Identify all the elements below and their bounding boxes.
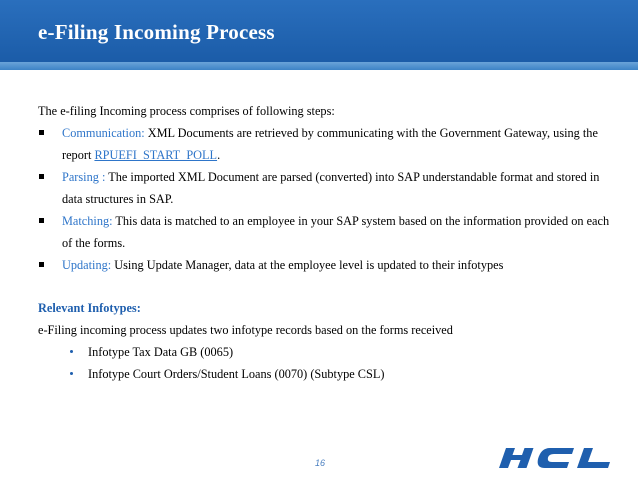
step-text: This data is matched to an employee in your SAP system based on the information provided on each of the forms.	[62, 214, 610, 250]
page-number: 16	[314, 458, 325, 468]
square-bullet-icon	[39, 174, 44, 179]
hcl-logo-icon	[499, 448, 610, 468]
intro-text: The e-filing Incoming process comprises of following steps:	[38, 104, 335, 118]
step-term: Communication:	[62, 126, 145, 140]
hcl-logo	[498, 445, 622, 471]
step-term: Parsing :	[62, 170, 106, 184]
square-bullet-icon	[39, 218, 44, 223]
relevant-infotypes-intro: e-Filing incoming process updates two infotype records based on the forms received	[38, 323, 453, 337]
step-updating	[38, 254, 618, 276]
relevant-infotypes-heading: Relevant Infotypes:	[38, 301, 141, 315]
square-bullet-icon	[39, 262, 44, 267]
slide-header	[0, 0, 638, 62]
step-text: XML Documents are retrieved by communicating with the Government Gateway, using the report	[62, 126, 598, 162]
dot-bullet-icon	[70, 350, 73, 353]
step-text: The imported XML Document are parsed (converted) into SAP understandable format and stored in data structures in SAP.	[62, 170, 600, 206]
square-bullet-icon	[39, 130, 44, 135]
slide-content	[38, 100, 618, 385]
step-parsing	[38, 166, 618, 210]
step-term: Matching:	[62, 214, 113, 228]
step-text: Using Update Manager, data at the employee level is updated to their infotypes	[111, 258, 504, 272]
step-matching	[38, 210, 618, 254]
infotypes-list	[38, 341, 618, 385]
header-accent-band	[0, 62, 638, 70]
infotype-item	[70, 341, 618, 363]
step-text-end: .	[217, 148, 221, 162]
report-link[interactable]: RPUEFI_START_POLL	[94, 148, 218, 162]
infotype-item	[70, 363, 618, 385]
step-term: Updating:	[62, 258, 112, 272]
process-steps-list	[38, 122, 618, 276]
infotype-label: Infotype Court Orders/Student Loans (0070) (Subtype CSL)	[88, 367, 385, 381]
step-communication	[38, 122, 618, 166]
slide-title: e-Filing Incoming Process	[38, 20, 275, 44]
infotype-label: Infotype Tax Data GB (0065)	[88, 345, 234, 359]
dot-bullet-icon	[70, 372, 73, 375]
